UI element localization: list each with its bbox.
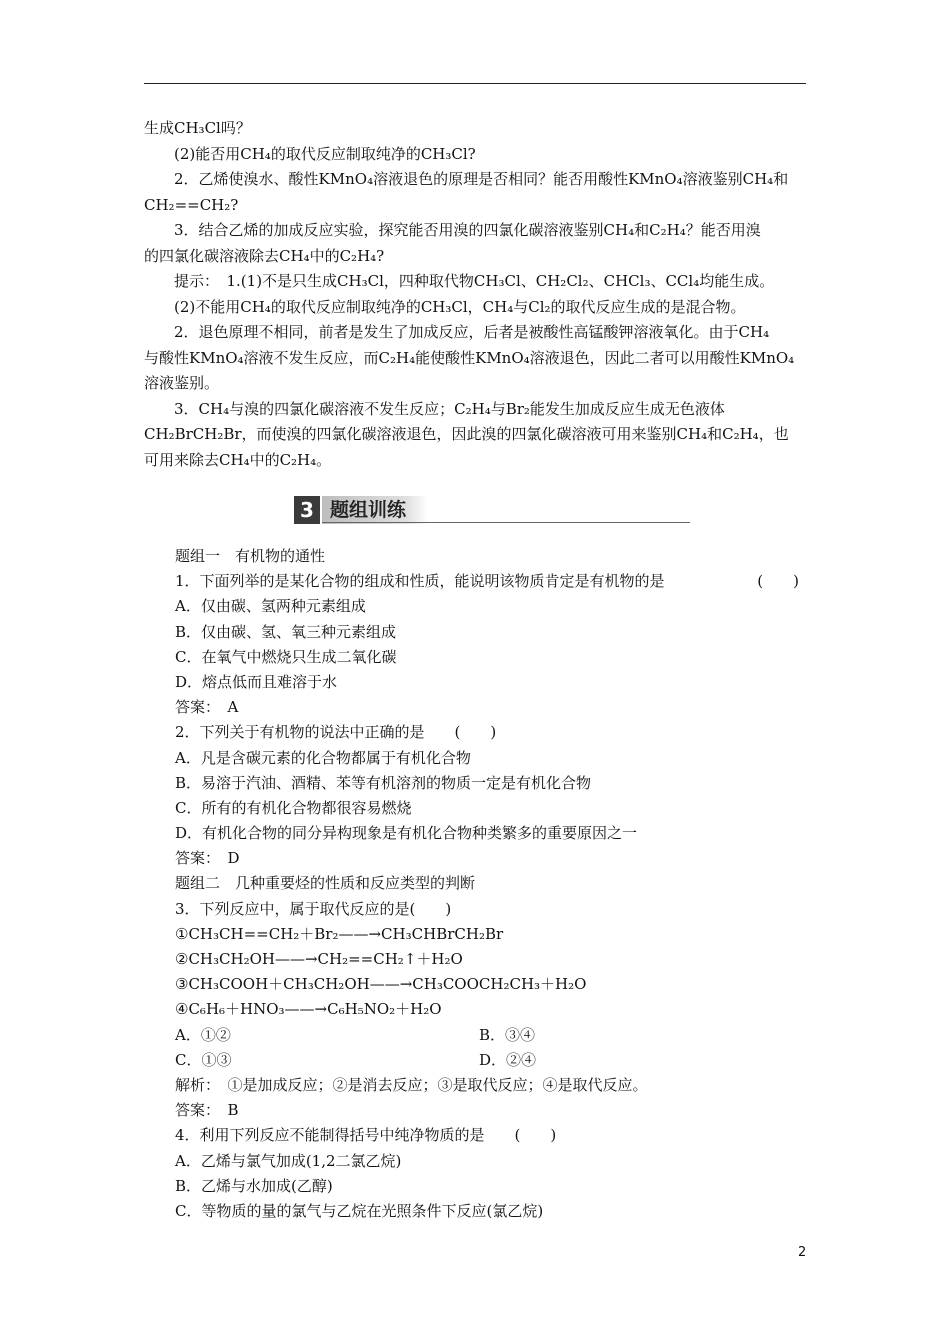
exercise-list [175,544,815,1224]
answer: 答案： D [175,849,240,868]
option: B．③④ [479,1025,536,1044]
answer: 答案： B [175,1101,239,1120]
reaction-equation: ①CH₃CH==CH₂＋Br₂——→CH₃CHBrCH₂Br [175,924,504,943]
option: D．有机化合物的同分异构现象是有机化合物种类繁多的重要原因之一 [175,824,638,843]
question-3: 3．下列反应中，属于取代反应的是( ) [175,899,452,918]
option: C．①③ [175,1050,232,1069]
text-line: 2．乙烯使溴水、酸性KMnO₄溶液退色的原理是否相同？能否用酸性KMnO₄溶液鉴别CH₄和 [174,170,789,188]
option: A．①② [175,1025,231,1044]
text-line: CH₂==CH₂? [144,195,239,214]
question-2: 2．下列关于有机物的说法中正确的是 ( ) [175,723,497,742]
option: A．凡是含碳元素的化合物都属于有机化合物 [175,748,471,767]
option: C．等物质的量的氯气与乙烷在光照条件下反应(氯乙烷) [175,1201,544,1220]
text-line: CH₂BrCH₂Br，而使溴的四氯化碳溶液退色，因此溴的四氯化碳溶液可用来鉴别CH₄和C₂H₄，也 [144,425,789,443]
option: C．在氧气中燃烧只生成二氧化碳 [175,647,397,666]
option: A．乙烯与氯气加成(1,2二氯乙烷) [175,1151,402,1170]
answer: 答案： A [175,698,239,717]
text-line: 溶液鉴别。 [144,374,220,392]
option: C．所有的有机化合物都很容易燃烧 [175,798,412,817]
option: B．易溶于汽油、酒精、苯等有机溶剂的物质一定是有机化合物 [175,773,592,792]
option-row [175,1048,815,1073]
question-stem: 1．下面列举的是某化合物的组成和性质，能说明该物质肯定是有机物的是 [175,572,665,591]
section-header [294,496,690,524]
page-number: 2 [798,1245,807,1260]
option: B．仅由碳、氢、氧三种元素组成 [175,622,397,641]
text-line: 可用来除去CH₄中的C₂H₄。 [144,450,332,469]
group-heading: 题组二 几种重要烃的性质和反应类型的判断 [175,874,476,893]
text-line: 生成CH₃Cl吗？ [144,119,251,137]
text-line: 3．结合乙烯的加成反应实验，探究能否用溴的四氯化碳溶液鉴别CH₄和C₂H₄？能否用溴 [174,221,761,239]
text-line: (2)不能用CH₄的取代反应制取纯净的CH₃Cl，CH₄与Cl₂的取代反应生成的是混合物。 [174,297,746,316]
section-title: 题组训练 [330,499,407,521]
analysis: 解析： ①是加成反应；②是消去反应；③是取代反应；④是取代反应。 [175,1075,648,1094]
reaction-equation: ④C₆H₆＋HNO₃——→C₆H₅NO₂＋H₂O [175,1000,442,1019]
text-line: 3．CH₄与溴的四氯化碳溶液不发生反应；C₂H₄与Br₂能发生加成反应生成无色液体 [174,399,725,418]
section-underline [322,522,690,523]
answer-discussion-text [144,116,806,473]
question-4: 4．利用下列反应不能制得括号中纯净物质的是 ( ) [175,1126,557,1145]
reaction-equation: ③CH₃COOH＋CH₃CH₂OH——→CH₃COOCH₂CH₃＋H₂O [175,975,587,994]
text-line: (2)能否用CH₄的取代反应制取纯净的CH₃Cl? [174,144,476,163]
text-line: 2．退色原理不相同，前者是发生了加成反应，后者是被酸性高锰酸钾溶液氧化。由于CH₄ [174,323,770,341]
text-line: 的四氯化碳溶液除去CH₄中的C₂H₄? [144,246,385,265]
option: A．仅由碳、氢两种元素组成 [175,597,366,616]
reaction-equation: ②CH₃CH₂OH——→CH₂==CH₂↑＋H₂O [175,950,463,968]
section-number: 3 [294,496,320,524]
option: D．②④ [479,1050,537,1069]
option: D．熔点低而且难溶于水 [175,672,338,691]
option-row [175,1023,815,1048]
header-rule [144,83,806,84]
text-line: 与酸性KMnO₄溶液不发生反应，而C₂H₄能使酸性KMnO₄溶液退色，因此二者可以用酸性KMnO₄ [144,348,795,367]
answer-blank: ( ) [757,572,799,591]
text-line: 提示： 1.(1)不是只生成CH₃Cl，四种取代物CH₃Cl、CH₂Cl₂、CHCl₃、CCl₄均能生成。 [174,272,775,290]
question-1 [175,569,815,594]
group-heading: 题组一 有机物的通性 [175,547,326,565]
option: B．乙烯与水加成(乙醇) [175,1176,333,1195]
